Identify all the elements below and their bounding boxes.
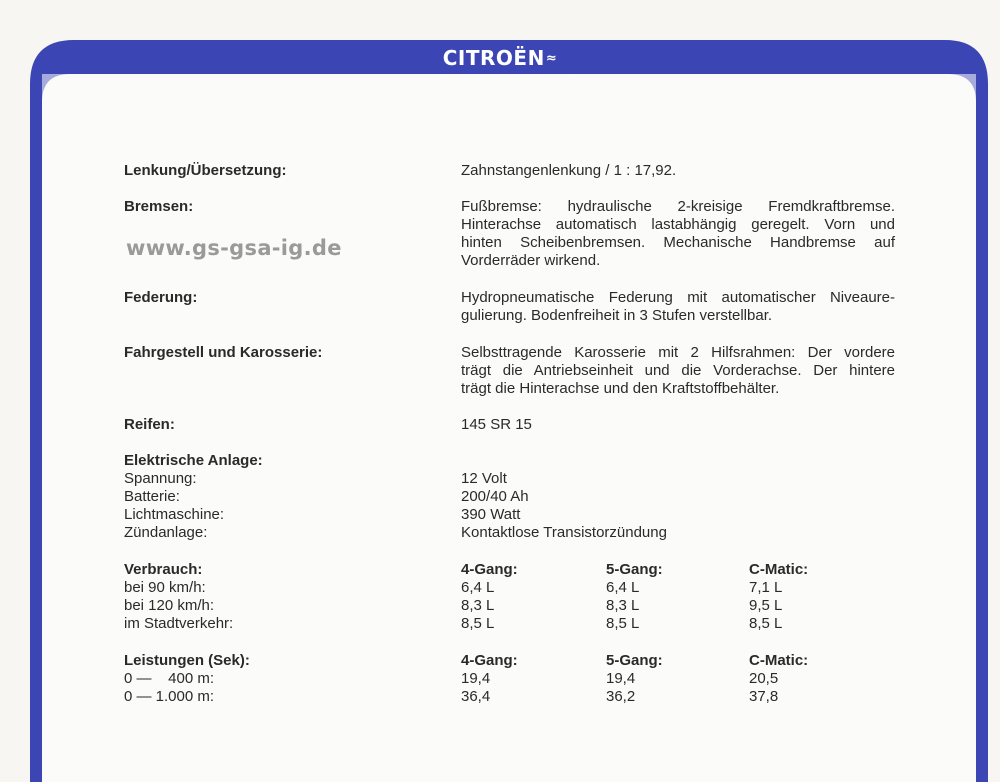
consumption-heading: Verbrauch: <box>124 561 203 578</box>
text-line: Selbsttragende Karosserie mit 2 Hilfsrahmen: Der vordere <box>461 344 895 361</box>
electrical-label: Zündanlage: <box>124 524 208 541</box>
citroen-logo <box>0 46 1000 70</box>
spec-label-brakes: Bremsen: <box>124 198 194 215</box>
electrical-value: 390 Watt <box>461 506 521 523</box>
performance-cell: 36,2 <box>606 688 636 705</box>
consumption-cell: 9,5 L <box>749 597 783 614</box>
performance-row-label: 0 — 400 m: <box>124 670 215 687</box>
spec-value-steering: Zahnstangenlenkung / 1 : 17,92. <box>461 162 677 179</box>
performance-cell: 20,5 <box>749 670 779 687</box>
electrical-label: Lichtmaschine: <box>124 506 225 523</box>
consumption-cell: 8,5 L <box>606 615 640 632</box>
consumption-cell: 6,4 L <box>461 579 495 596</box>
spec-value-chassis <box>461 344 895 398</box>
performance-row-label: 0 — 1.000 m: <box>124 688 215 705</box>
consumption-row-label: bei 120 km/h: <box>124 597 215 614</box>
spec-label-steering: Lenkung/Übersetzung: <box>124 162 287 179</box>
double-chevron-icon: ≈ <box>545 51 558 66</box>
consumption-cell: 8,3 L <box>461 597 495 614</box>
spec-label-chassis: Fahrgestell und Karosserie: <box>124 344 323 361</box>
consumption-row-label: im Stadtverkehr: <box>124 615 234 632</box>
consumption-cell: 8,3 L <box>606 597 640 614</box>
text-line: Hinterachse automatisch lastabhängig geregelt. Vorn und <box>461 216 895 233</box>
column-header-4-gang: 4-Gang: <box>461 561 518 578</box>
text-line: trägt die Hinterachse und den Kraftstoffbehälter. <box>461 380 780 397</box>
spec-value-brakes <box>461 198 895 270</box>
text-line: gulierung. Bodenfreiheit in 3 Stufen verstellbar. <box>461 307 773 324</box>
spec-value-tyres: 145 SR 15 <box>461 416 532 433</box>
column-header-c-matic: C-Matic: <box>749 652 809 669</box>
text-line: Vorderräder wirkend. <box>461 252 601 269</box>
watermark-url: www.gs-gsa-ig.de <box>126 236 342 260</box>
column-header-5-gang: 5-Gang: <box>606 561 663 578</box>
consumption-row-label: bei 90 km/h: <box>124 579 206 596</box>
text-line: Hydropneumatische Federung mit automatischer Niveaure- <box>461 289 895 306</box>
column-header-4-gang: 4-Gang: <box>461 652 518 669</box>
consumption-cell: 7,1 L <box>749 579 783 596</box>
spec-label-tyres: Reifen: <box>124 416 175 433</box>
text-line: Fußbremse: hydraulische 2-kreisige Fremdkraftbremse. <box>461 198 895 215</box>
column-header-5-gang: 5-Gang: <box>606 652 663 669</box>
electrical-value: Kontaktlose Transistorzündung <box>461 524 667 541</box>
performance-heading: Leistungen (Sek): <box>124 652 250 669</box>
brand-name: CITROËN <box>442 46 545 70</box>
performance-cell: 37,8 <box>749 688 779 705</box>
text-line: hinten Scheibenbremsen. Mechanische Handbremse auf <box>461 234 895 251</box>
electrical-heading: Elektrische Anlage: <box>124 452 263 469</box>
performance-cell: 36,4 <box>461 688 491 705</box>
electrical-label: Spannung: <box>124 470 197 487</box>
spec-value-suspension <box>461 289 895 325</box>
performance-cell: 19,4 <box>461 670 491 687</box>
consumption-cell: 8,5 L <box>461 615 495 632</box>
electrical-value: 200/40 Ah <box>461 488 529 505</box>
column-header-c-matic: C-Matic: <box>749 561 809 578</box>
electrical-label: Batterie: <box>124 488 180 505</box>
electrical-value: 12 Volt <box>461 470 507 487</box>
performance-cell: 19,4 <box>606 670 636 687</box>
text-line: trägt die Antriebseinheit und die Vorderachse. Der hintere <box>461 362 895 379</box>
consumption-cell: 6,4 L <box>606 579 640 596</box>
consumption-cell: 8,5 L <box>749 615 783 632</box>
spec-label-suspension: Federung: <box>124 289 198 306</box>
